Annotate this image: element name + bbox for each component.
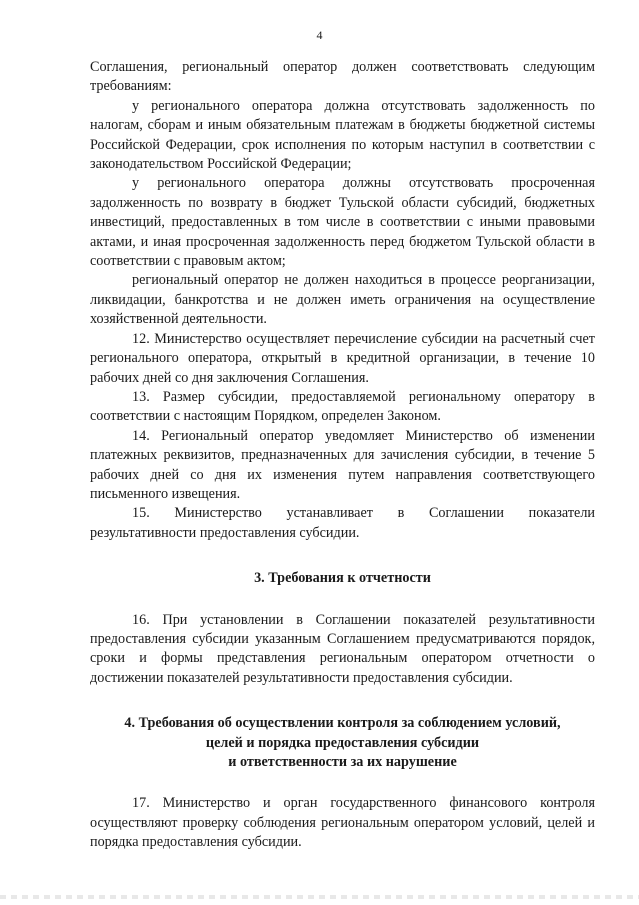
paragraph-requirement-reorganization: региональный оператор не должен находиться в процессе реорганизации, ликвидации, банкротства и не должен иметь ограничения на осуществление хозяйственной деятельности.: [90, 272, 595, 328]
section-3-heading: 3. Требования к отчетности: [254, 570, 431, 587]
section-4-heading-line-3: и ответственности за их нарушение: [228, 754, 457, 770]
paragraph-item-15: 15. Министерство устанавливает в Соглашении показатели результативности предоставления субсидии.: [90, 505, 595, 541]
paragraph-item-17: 17. Министерство и орган государственного финансового контроля осуществляют проверку соблюдения региональным оператором условий, целей и порядка предоставления субсидии.: [90, 795, 595, 851]
page-number: 4: [316, 28, 323, 42]
paragraph-item-12: 12. Министерство осуществляет перечисление субсидии на расчетный счет регионального оператора, открытый в кредитной организации, в течение 10 рабочих дней со дня заключения Соглашения.: [90, 330, 595, 386]
section-4-heading: [90, 714, 595, 772]
document-body: [90, 58, 595, 853]
paragraph-item-14: 14. Региональный оператор уведомляет Министерство об изменении платежных реквизитов, предназначенных для зачисления субсидии, в течение 5 рабочих дней со дня их изменения путем направления соответствующего письменного извещения.: [90, 427, 595, 502]
scan-artifact-line: [0, 895, 639, 899]
paragraph-item-13: 13. Размер субсидии, предоставляемой региональному оператору в соответствии с настоящим Порядком, определен Законом.: [90, 388, 595, 425]
paragraph-item-16: 16. При установлении в Соглашении показателей результативности предоставления субсидии указанным Соглашением предусматриваются порядок, сроки и формы представления региональным оператором отчетности о достижении показателей результативности предоставления субсидии.: [90, 611, 595, 686]
paragraph-requirement-taxes: у регионального оператора должна отсутствовать задолженность по налогам, сборам и иным обязательным платежам в бюджеты бюджетной системы Российской Федерации, срок исполнения по которым наступил в соответствии с законодательством Российской Федерации;: [90, 97, 595, 173]
section-4-heading-line-1: 4. Требования об осуществлении контроля за соблюдением условий,: [124, 715, 561, 732]
paragraph-requirement-debt: у регионального оператора должны отсутствовать просроченная задолженность по возврату в бюджет Тульской области субсидий, бюджетных инвестиций, предоставленных в том числе в соответствии с иными правовыми актами, и иная просроченная задолженность перед бюджетом Тульской области в соответствии с правовым актом;: [90, 175, 595, 270]
paragraph-continuation: Соглашения, региональный оператор должен соответствовать следующим требованиям:: [90, 59, 595, 95]
section-4-heading-line-2: целей и порядка предоставления субсидии: [205, 734, 480, 751]
